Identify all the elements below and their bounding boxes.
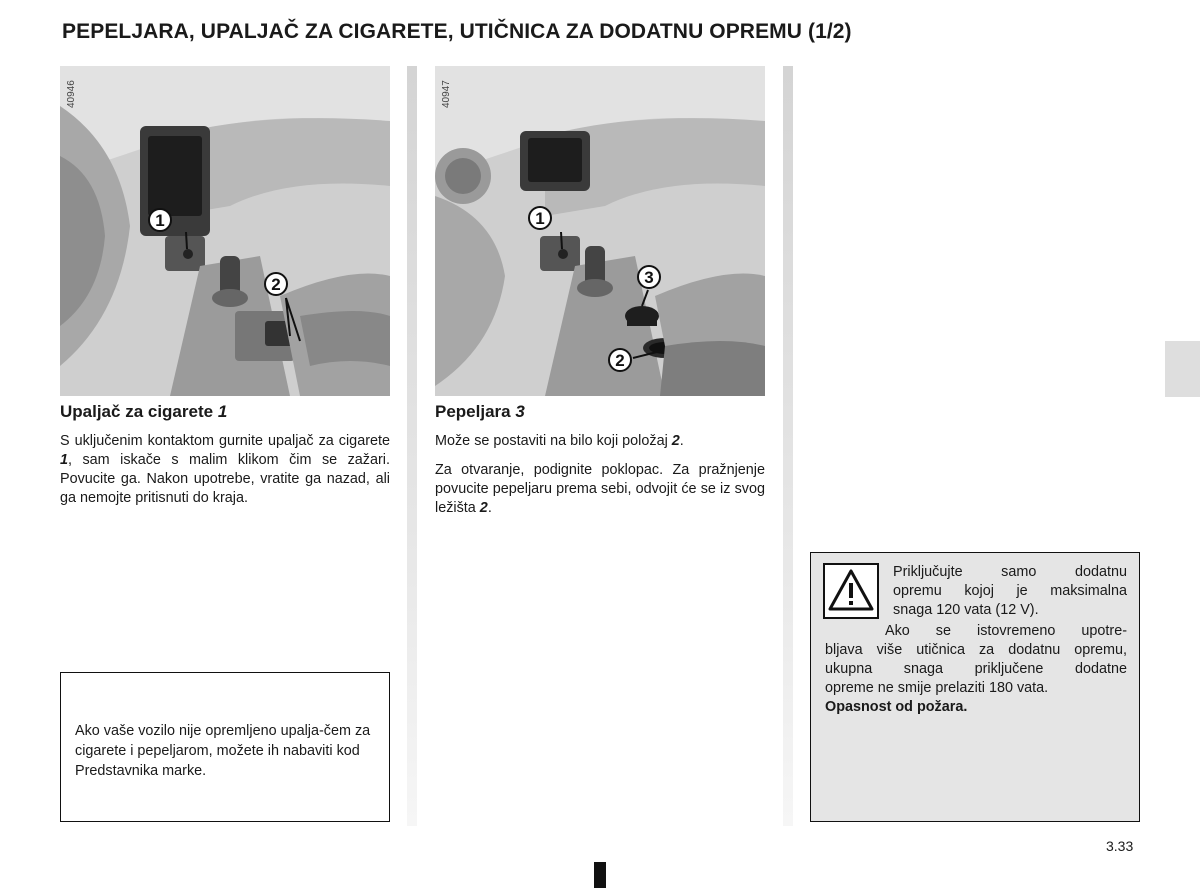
page-title: PEPELJARA, UPALJAČ ZA CIGARETE, UTIČNICA ZA DODATNU OPREMU (1/2) bbox=[62, 20, 852, 43]
lighter-text-1: S uključenim kontaktom gurnite upaljač za cigarete bbox=[60, 433, 390, 449]
warning-line-2: opremu kojoj je maksimalna bbox=[893, 583, 1127, 599]
ashtray-inst-text: Za otvaranje, podignite poklopac. Za pražnjenje povucite pepeljaru prema sebi, odvojit će se iz svog ležišta bbox=[435, 462, 765, 516]
warning-line-5: bljava više utičnica za dodatnu opremu, bbox=[825, 642, 1127, 658]
ashtray-inst-ref: 2 bbox=[479, 500, 488, 516]
column-divider-right bbox=[783, 66, 793, 826]
lighter-instructions bbox=[60, 432, 390, 508]
ashtray-pos-text: Može se postaviti na bilo koji položaj bbox=[435, 433, 672, 449]
warning-fire-hazard: Opasnost od požara. bbox=[825, 699, 968, 715]
heading-cigarette-lighter bbox=[60, 402, 227, 422]
lighter-text-2: , sam iskače s malim klikom čim se zažari. Povucite ga. Nakon upotrebe, vratite ga nazad, ali ga nemojte pritisnuti do kraja. bbox=[60, 452, 390, 506]
warning-icon-frame bbox=[823, 563, 879, 619]
callout-1: 1 bbox=[148, 208, 172, 232]
ashtray-position bbox=[435, 432, 765, 451]
heading-ref-number: 1 bbox=[217, 402, 228, 421]
heading-text: Pepeljara bbox=[435, 402, 511, 421]
chapter-side-tab bbox=[1165, 341, 1200, 397]
ashtray-pos-end: . bbox=[679, 433, 684, 449]
ashtray-inst-end: . bbox=[487, 500, 492, 516]
page-number: 3.33 bbox=[1106, 838, 1134, 854]
photo-ashtray bbox=[435, 66, 765, 396]
lighter-ref: 1 bbox=[60, 452, 69, 468]
callout-1: 1 bbox=[528, 206, 552, 230]
heading-ashtray bbox=[435, 402, 525, 422]
photo-code: 40946 bbox=[66, 80, 77, 108]
heading-ref-number: 3 bbox=[515, 402, 525, 421]
photo-cigarette-lighter bbox=[60, 66, 390, 396]
photo-code: 40947 bbox=[441, 80, 452, 108]
callout-2: 2 bbox=[264, 272, 288, 296]
warning-line-6: ukupna snaga priključene dodatne bbox=[825, 661, 1127, 677]
warning-line-3: snaga 120 vata (12 V). bbox=[893, 602, 1039, 618]
availability-note-box bbox=[60, 672, 390, 822]
ashtray-instructions bbox=[435, 461, 765, 518]
callout-3: 3 bbox=[637, 265, 661, 289]
dashboard-illustration bbox=[60, 66, 390, 396]
warning-box bbox=[810, 552, 1140, 822]
ashtray-pos-ref: 2 bbox=[671, 433, 680, 449]
console-illustration bbox=[435, 66, 765, 396]
heading-text: Upaljač za cigarete bbox=[60, 402, 214, 421]
callout-2: 2 bbox=[608, 348, 632, 372]
column-divider-left bbox=[407, 66, 417, 826]
availability-note: Ako vaše vozilo nije opremljeno upalja-čem za cigarete i pepeljarom, možete ih nabaviti kod Predstavnika marke. bbox=[75, 723, 371, 779]
page-bottom-marker bbox=[594, 862, 606, 888]
warning-line-7: opreme ne smije prelaziti 180 vata. bbox=[825, 680, 1049, 696]
warning-line-1: Priključujte samo dodatnu bbox=[893, 564, 1127, 580]
warning-triangle-icon bbox=[825, 565, 877, 617]
warning-line-4: Ako se istovremeno upotre- bbox=[885, 623, 1127, 639]
